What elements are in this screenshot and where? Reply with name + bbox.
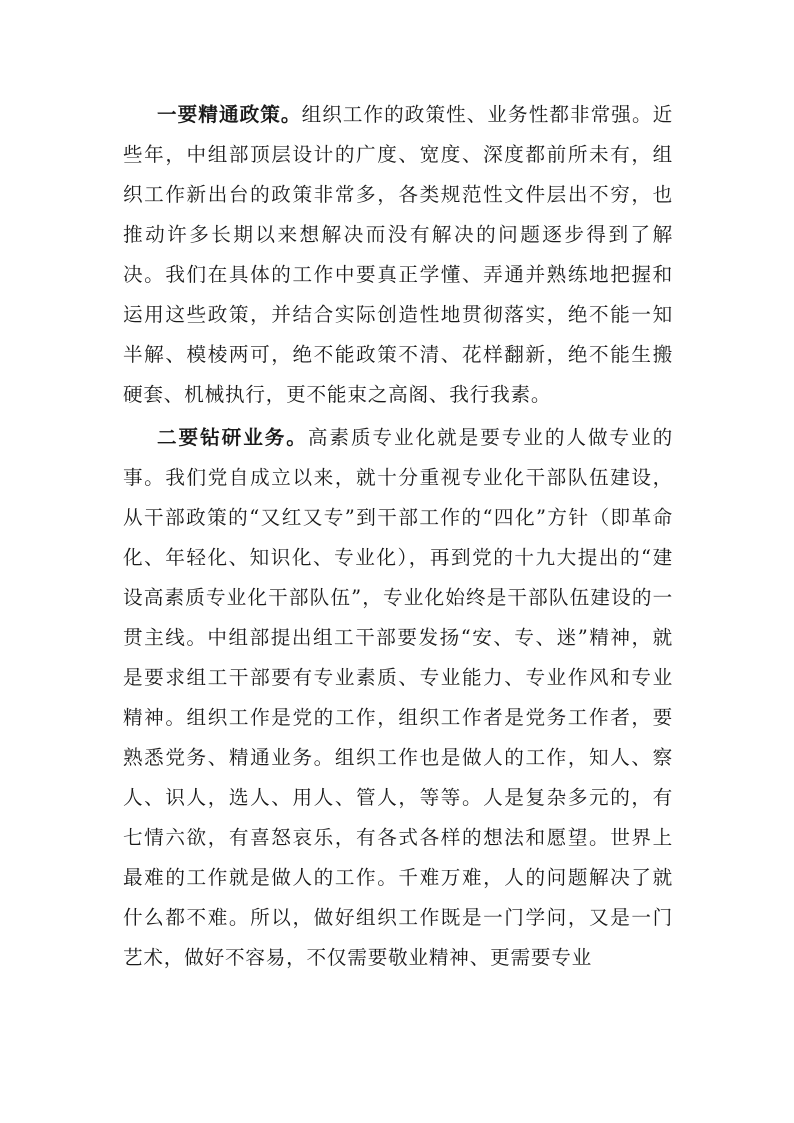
paragraph-business (123, 418, 673, 978)
paragraph-text: 高素质专业化就是要专业的人做专业的事。我们党自成立以来，就十分重视专业化干部队伍建设，从干部政策的“又红又专”到干部工作的“四化”方针（即革命化、年轻化、知识化、专业化），再到党的十九大提出的“建设高素质专业化干部队伍”，专业化始终是干部队伍建设的一贯主线。中组部提出组工干部要发扬“安、专、迷”精神，就是要求组工干部要有专业素质、专业能力、专业作风和专业精神。组织工作是党的工作，组织工作者是党务工作者，要熟悉党务、精通业务。组织工作也是做人的工作，知人、察人、识人，选人、用人、管人，等等。人是复杂多元的，有七情六欲，有喜怒哀乐，有各式各样的想法和愿望。世界上最难的工作就是做人的工作。千难万难，人的问题解决了就什么都不难。所以，做好组织工作既是一门学问，又是一门艺术，做好不容易，不仅需要敬业精神、更需要专业 (123, 426, 673, 969)
paragraph-policy (123, 95, 673, 415)
document-body (123, 95, 673, 978)
paragraph-lead: 二要钻研业务。 (157, 426, 308, 449)
paragraph-text: 组织工作的政策性、业务性都非常强。近些年，中组部顶层设计的广度、宽度、深度都前所未有，组织工作新出台的政策非常多，各类规范性文件层出不穷，也推动许多长期以来想解决而没有解决的问题逐步得到了解决。我们在具体的工作中要真正学懂、弄通并熟练地把握和运用这些政策，并结合实际创造性地贯彻落实，绝不能一知半解、模棱两可，绝不能政策不清、花样翻新，绝不能生搬硬套、机械执行，更不能束之高阁、我行我素。 (123, 103, 673, 406)
paragraph-lead: 一要精通政策。 (157, 103, 302, 126)
